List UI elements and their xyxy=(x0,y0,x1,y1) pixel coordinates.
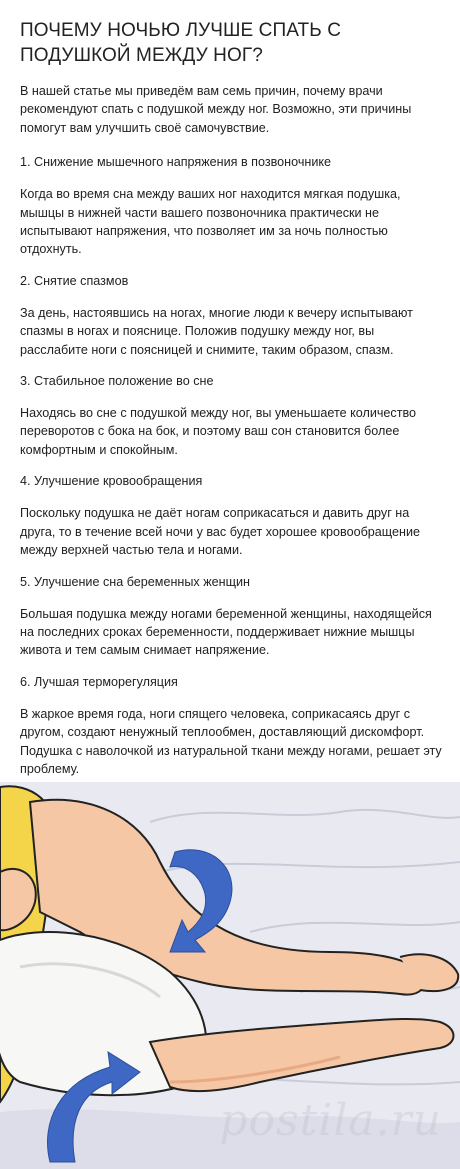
section-3 xyxy=(20,372,444,459)
section-6 xyxy=(20,673,444,779)
section-1 xyxy=(20,153,444,259)
section-2 xyxy=(20,272,444,359)
section-heading: 4. Улучшение кровообращения xyxy=(20,474,203,489)
section-4 xyxy=(20,472,444,559)
article-title: ПОЧЕМУ НОЧЬЮ ЛУЧШЕ СПАТЬ С ПОДУШКОЙ МЕЖДУ НОГ? xyxy=(20,20,342,66)
section-heading: 5. Улучшение сна беременных женщин xyxy=(20,574,250,589)
section-5 xyxy=(20,573,444,660)
watermark: postila.ru xyxy=(219,1095,442,1146)
section-text: Большая подушка между ногами беременной женщины, находящейся на последних сроках беременности, поддерживает нижние мышцы живота и тем самым снимает напряжение. xyxy=(20,606,432,658)
section-heading: 6. Лучшая терморегуляция xyxy=(20,674,178,689)
section-text: Когда во время сна между ваших ног находится мягкая подушка, мышцы в нижней части вашего позвоночника практически не испытывают напряжения, что позволяет им за ночь полностью отдохнуть. xyxy=(20,187,401,257)
section-text: Находясь во сне с подушкой между ног, вы уменьшаете количество переворотов с бока на бок, и поэтому ваш сон становится более комфортным и спокойным. xyxy=(20,406,417,457)
section-text: В жаркое время года, ноги спящего человека, соприкасаясь друг с другом, создают ненужный теплообмен, доставляющий дискомфорт. Подушка с наволочкой из натуральной ткани между ногами, решает эту проблему. xyxy=(20,706,442,776)
article-intro: В нашей статье мы приведём вам семь причин, почему врачи рекомендуют спать с подушкой между ног. Возможно, эти причины помогут вам улучшить своё самочувствие. xyxy=(20,84,412,135)
article xyxy=(20,18,444,892)
section-text: Поскольку подушка не даёт ногам соприкасаться и давить друг на друга, то в течение всей ночи у вас будет хорошее кровообращение между верхней частью тела и ногами. xyxy=(20,506,421,558)
section-text: За день, настоявшись на ногах, многие люди к вечеру испытывают спазмы в ногах и пояснице. Положив подушку между ног, вы расслабите ноги с поясницей и снимите, таким образом, спазм. xyxy=(20,305,413,357)
section-heading: 3. Стабильное положение во сне xyxy=(20,374,214,389)
section-heading: 2. Снятие спазмов xyxy=(20,273,129,288)
section-heading: 1. Снижение мышечного напряжения в позвоночнике xyxy=(20,155,332,170)
